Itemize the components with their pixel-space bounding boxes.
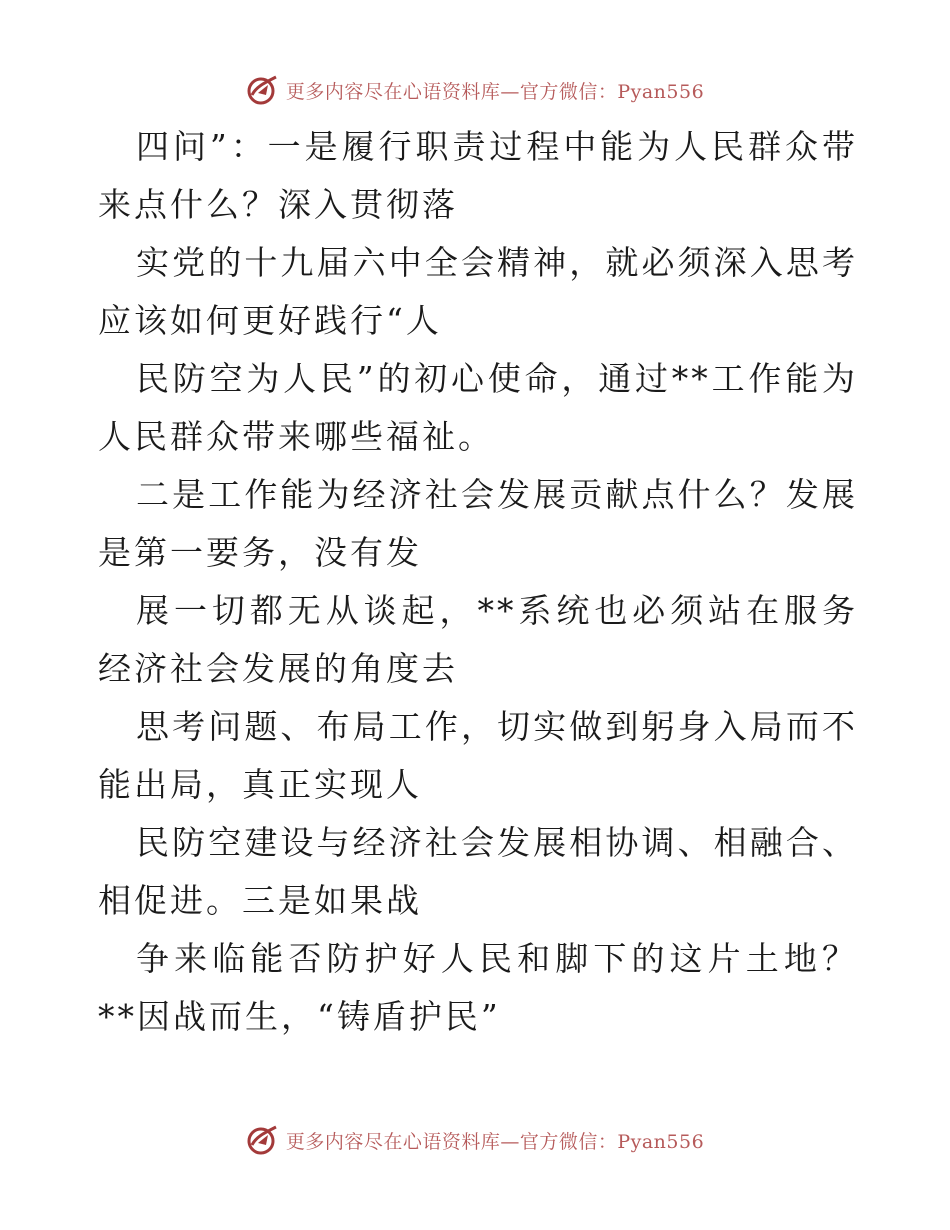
paragraph-5: 展一切都无从谈起，**系统也必须站在服务经济社会发展的角度去	[98, 591, 858, 688]
header-banner	[0, 70, 950, 110]
paragraph-7: 民防空建设与经济社会发展相协调、相融合、相促进。三是如果战	[98, 823, 858, 920]
paragraph-2: 实党的十九届六中全会精神，就必须深入思考应该如何更好践行“人	[98, 243, 858, 340]
paragraph-4: 二是工作能为经济社会发展贡献点什么？发展是第一要务，没有发	[98, 475, 858, 572]
pen-logo-icon	[246, 73, 280, 107]
paragraph-8: 争来临能否防护好人民和脚下的这片土地？**因战而生，“铸盾护民”	[98, 939, 858, 1036]
header-banner-text: 更多内容尽在心语资料库—官方微信：Pyan556	[285, 80, 705, 103]
document-body	[98, 118, 858, 1046]
pen-logo-icon	[246, 1123, 280, 1157]
paragraph-3: 民防空为人民”的初心使命，通过**工作能为人民群众带来哪些福祉。	[98, 359, 858, 456]
footer-banner	[0, 1120, 950, 1160]
footer-banner-text: 更多内容尽在心语资料库—官方微信：Pyan556	[285, 1130, 705, 1153]
paragraph-1: 四问”：一是履行职责过程中能为人民群众带来点什么？深入贯彻落	[98, 127, 858, 224]
paragraph-6: 思考问题、布局工作，切实做到躬身入局而不能出局，真正实现人	[98, 707, 858, 804]
